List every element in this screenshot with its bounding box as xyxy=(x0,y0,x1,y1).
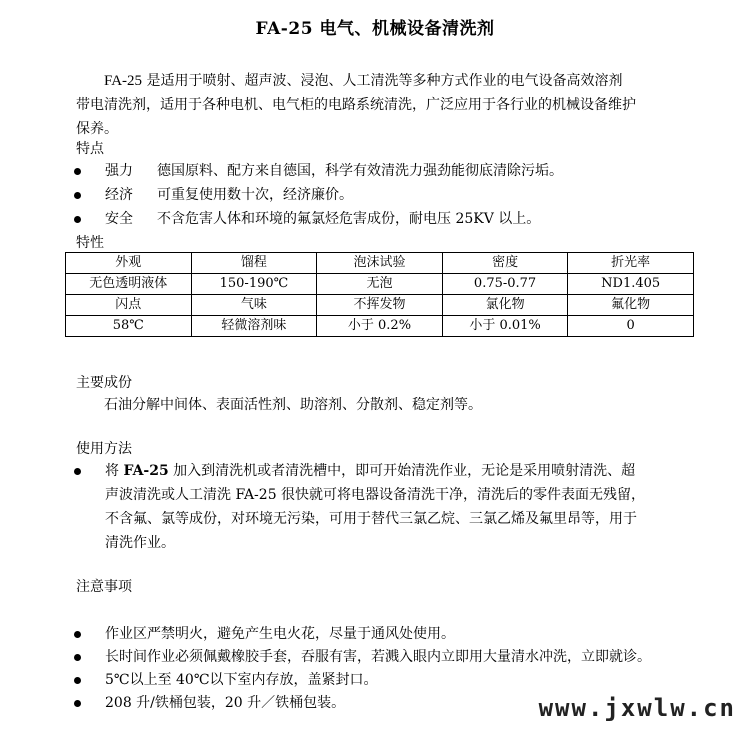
usage-brand: FA-25 xyxy=(123,463,169,479)
usage-line4: 清洗作业。 xyxy=(105,535,175,551)
ingredients-heading: 主要成份 xyxy=(76,375,132,391)
table-row xyxy=(66,253,694,274)
note-text: 5℃以上至 40℃以下室内存放，盖紧封口。 xyxy=(105,672,378,688)
ingredients-text: 石油分解中间体、表面活性剂、助溶剂、分散剂、稳定剂等。 xyxy=(104,397,482,413)
usage-heading: 使用方法 xyxy=(76,441,132,457)
feature-item xyxy=(74,183,704,207)
bullet-icon xyxy=(74,216,81,223)
table-cell: 无色透明液体 xyxy=(66,274,192,295)
note-text: 长时间作业必须佩戴橡胶手套，吞服有害，若溅入眼内立即用大量清水冲洗，立即就诊。 xyxy=(105,649,651,665)
table-cell: 外观 xyxy=(66,253,192,274)
note-text: 208 升/铁桶包装，20 升／铁桶包装。 xyxy=(105,695,346,711)
table-cell: 折光率 xyxy=(568,253,694,274)
properties-table xyxy=(65,252,694,337)
bullet-icon xyxy=(74,168,81,175)
table-cell: 馏程 xyxy=(191,253,317,274)
usage-line1: 加入到清洗机或者清洗槽中，即可开始清洗作业，无论是采用喷射清洗、超 xyxy=(168,463,636,479)
table-cell: 小于 0.2% xyxy=(317,316,443,337)
usage-line2: 声波清洗或人工清洗 FA-25 很快就可将电器设备清洗干净，清洗后的零件表面无残留， xyxy=(105,487,646,503)
table-row xyxy=(66,316,694,337)
site-watermark: www.jxwlw.cn xyxy=(538,694,736,722)
table-cell: 0 xyxy=(568,316,694,337)
usage-block xyxy=(74,459,696,555)
table-cell: ND1.405 xyxy=(568,274,694,295)
table-cell: 氟化物 xyxy=(568,295,694,316)
intro-line2: 带电清洗剂，适用于各种电机、电气柜的电路系统清洗，广泛应用于各行业的机械设备维护 xyxy=(76,97,636,113)
notes-heading: 注意事项 xyxy=(76,579,132,595)
intro-paragraph xyxy=(76,69,696,141)
usage-prefix: 将 xyxy=(105,463,124,479)
bullet-icon xyxy=(74,677,81,684)
note-item xyxy=(74,645,704,669)
table-cell: 58℃ xyxy=(66,316,192,337)
bullet-icon xyxy=(74,700,81,707)
table-cell: 闪点 xyxy=(66,295,192,316)
table-cell: 轻微溶剂味 xyxy=(191,316,317,337)
table-row xyxy=(66,274,694,295)
table-cell: 气味 xyxy=(191,295,317,316)
table-row xyxy=(66,295,694,316)
feature-desc: 德国原料、配方来自德国，科学有效清洗力强劲能彻底清除污垢。 xyxy=(157,163,563,179)
intro-line1: 是适用于喷射、超声波、浸泡、人工清洗等多种方式作业的电气设备高效溶剂 xyxy=(142,73,623,89)
properties-heading: 特性 xyxy=(76,235,104,251)
bullet-icon xyxy=(74,468,81,475)
table-cell: 密度 xyxy=(442,253,568,274)
intro-brand: FA-25 xyxy=(104,73,143,89)
bullet-icon xyxy=(74,192,81,199)
table-cell: 0.75-0.77 xyxy=(442,274,568,295)
table-cell: 泡沫试验 xyxy=(317,253,443,274)
bullet-icon xyxy=(74,631,81,638)
bullet-icon xyxy=(74,654,81,661)
table-cell: 小于 0.01% xyxy=(442,316,568,337)
features-heading: 特点 xyxy=(76,141,104,157)
note-text: 作业区严禁明火，避免产生电火花，尽量于通风处使用。 xyxy=(105,626,455,642)
feature-term: 强力 xyxy=(105,163,133,179)
feature-term: 安全 xyxy=(105,211,133,227)
feature-desc: 可重复使用数十次，经济廉价。 xyxy=(157,187,353,203)
intro-line3: 保养。 xyxy=(76,121,118,137)
note-item xyxy=(74,668,704,692)
table-cell: 氯化物 xyxy=(442,295,568,316)
feature-item xyxy=(74,207,704,231)
usage-line3: 不含氟、氯等成份，对环境无污染，可用于替代三氯乙烷、三氯乙烯及氟里昂等，用于 xyxy=(105,511,637,527)
feature-term: 经济 xyxy=(105,187,133,203)
note-item xyxy=(74,622,704,646)
feature-item xyxy=(74,159,704,183)
feature-desc: 不含危害人体和环境的氟氯烃危害成份，耐电压 25KV 以上。 xyxy=(157,211,541,227)
table-cell: 150-190℃ xyxy=(191,274,317,295)
table-cell: 无泡 xyxy=(317,274,443,295)
document-title: FA-25 电气、机械设备清洗剂 xyxy=(255,19,495,39)
table-cell: 不挥发物 xyxy=(317,295,443,316)
